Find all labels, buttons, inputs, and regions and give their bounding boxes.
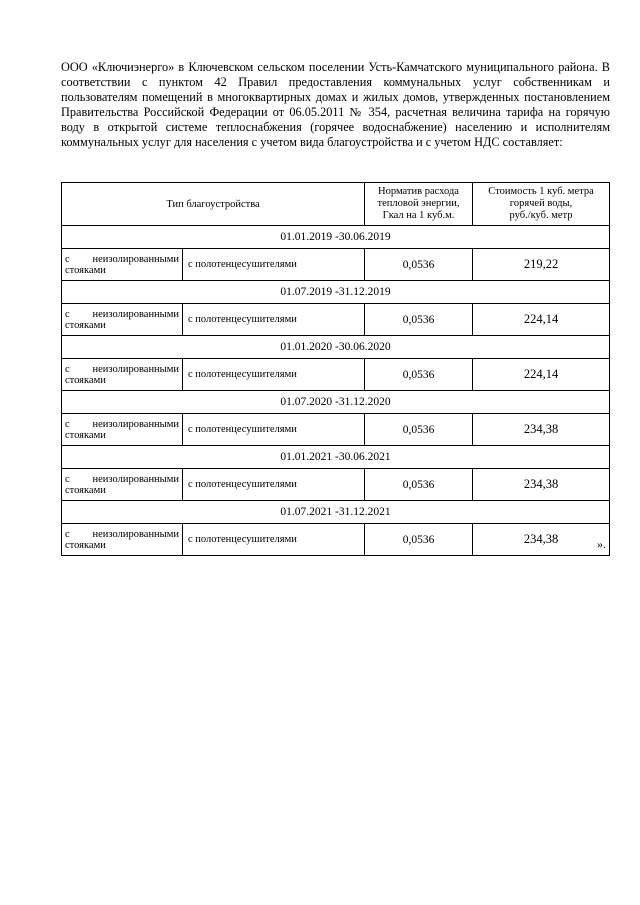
fixture-cell: с полотенцесушителями — [183, 524, 365, 556]
intro-paragraph: ООО «Ключиэнерго» в Ключевском сельском поселении Усть-Камчатского муниципального района. В соответствии с пунктом 42 Правил предоставления коммунальных услуг собственникам и пользователям помещений в многоквартирных домах и жилых домов, утвержденных постановлением Правительства Российской Федерации от 06.05.2011 № 354, расчетная величина тарифа на горячую воду в открытой системе теплоснабжения (горячее водоснабжение) населению и исполнителям коммунальных услуг для населения с учетом вида благоустройства и с учетом НДС составляет: — [61, 60, 610, 149]
riser-label: с неизолированными — [65, 418, 179, 430]
header-cost-line1: Стоимость 1 куб. метра — [488, 186, 594, 197]
table-row — [62, 414, 610, 446]
header-cost-line3: руб./куб. метр — [509, 210, 573, 221]
riser-label-2: стояками — [65, 539, 106, 551]
norm-value: 0,0536 — [365, 249, 473, 281]
period-row — [62, 281, 610, 304]
fixture-cell: с полотенцесушителями — [183, 249, 365, 281]
riser-label-2: стояками — [65, 264, 106, 276]
table-row — [62, 249, 610, 281]
fixture-cell: с полотенцесушителями — [183, 469, 365, 501]
table-header-row — [62, 183, 610, 226]
period-row — [62, 391, 610, 414]
header-cost — [473, 183, 610, 226]
riser-label-2: стояками — [65, 429, 106, 441]
header-norm-line1: Норматив расхода — [378, 186, 459, 197]
period-label: 01.07.2020 -31.12.2020 — [62, 391, 610, 414]
period-row — [62, 446, 610, 469]
riser-cell — [62, 249, 183, 281]
cost-value: 234,38 — [473, 524, 610, 556]
table-row — [62, 359, 610, 391]
riser-label: с неизолированными — [65, 253, 179, 265]
fixture-cell: с полотенцесушителями — [183, 304, 365, 336]
riser-label: с неизолированными — [65, 308, 179, 320]
riser-cell — [62, 304, 183, 336]
norm-value: 0,0536 — [365, 414, 473, 446]
riser-label-2: стояками — [65, 319, 106, 331]
norm-value: 0,0536 — [365, 524, 473, 556]
period-label: 01.01.2019 -30.06.2019 — [62, 226, 610, 249]
table-row — [62, 304, 610, 336]
riser-label-2: стояками — [65, 374, 106, 386]
closing-quote: ». — [597, 537, 606, 551]
cost-value: 234,38 — [473, 469, 610, 501]
riser-label: с неизолированными — [65, 528, 179, 540]
tariff-table — [61, 182, 610, 556]
norm-value: 0,0536 — [365, 359, 473, 391]
table-body — [62, 226, 610, 556]
header-cost-line2: горячей воды, — [509, 198, 573, 209]
cost-value: 224,14 — [473, 304, 610, 336]
cost-value: 219,22 — [473, 249, 610, 281]
riser-label: с неизолированными — [65, 473, 179, 485]
riser-cell — [62, 524, 183, 556]
period-row — [62, 336, 610, 359]
norm-value: 0,0536 — [365, 469, 473, 501]
period-row — [62, 226, 610, 249]
fixture-cell: с полотенцесушителями — [183, 359, 365, 391]
riser-cell — [62, 469, 183, 501]
header-norm-line3: Гкал на 1 куб.м. — [382, 210, 455, 221]
period-label: 01.07.2021 -31.12.2021 — [62, 501, 610, 524]
cost-value: 234,38 — [473, 414, 610, 446]
period-row — [62, 501, 610, 524]
header-consumption-norm — [365, 183, 473, 226]
period-label: 01.01.2020 -30.06.2020 — [62, 336, 610, 359]
riser-cell — [62, 359, 183, 391]
riser-label: с неизолированными — [65, 363, 179, 375]
header-norm-line2: тепловой энергии, — [377, 198, 460, 209]
riser-label-2: стояками — [65, 484, 106, 496]
table-row — [62, 524, 610, 556]
table-row — [62, 469, 610, 501]
norm-value: 0,0536 — [365, 304, 473, 336]
fixture-cell: с полотенцесушителями — [183, 414, 365, 446]
riser-cell — [62, 414, 183, 446]
period-label: 01.01.2021 -30.06.2021 — [62, 446, 610, 469]
header-improvement-type: Тип благоустройства — [62, 183, 365, 226]
cost-value: 224,14 — [473, 359, 610, 391]
period-label: 01.07.2019 -31.12.2019 — [62, 281, 610, 304]
